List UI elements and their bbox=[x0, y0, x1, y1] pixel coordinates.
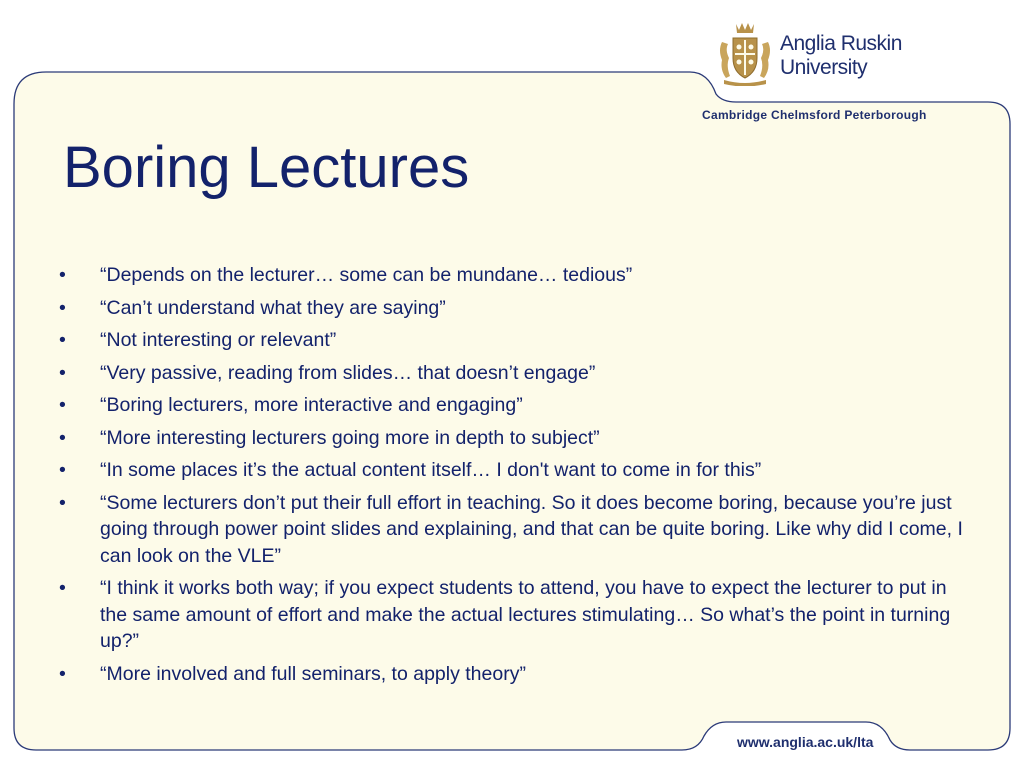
bullet-text: “I think it works both way; if you expect students to attend, you have to expect the lecturer to put in the same amount of effort and make the actual lectures stimulating… So what’s the point in turning up?” bbox=[100, 577, 951, 652]
footer-url: www.anglia.ac.uk/lta bbox=[737, 734, 874, 750]
bullet-text: “Depends on the lecturer… some can be mundane… tedious” bbox=[100, 264, 633, 286]
bullet-icon: • bbox=[59, 459, 66, 481]
bullet-item bbox=[59, 360, 964, 387]
bullet-icon: • bbox=[59, 296, 66, 319]
bullet-text: “In some places it’s the actual content itself… I don't want to come in for this” bbox=[100, 459, 762, 481]
bullet-item bbox=[59, 661, 964, 688]
bullet-icon: • bbox=[59, 394, 66, 416]
bullet-item bbox=[59, 327, 964, 354]
bullet-icon: • bbox=[59, 426, 66, 449]
bullet-item bbox=[59, 457, 964, 484]
bullet-item bbox=[59, 575, 964, 655]
bullet-icon: • bbox=[59, 577, 66, 599]
university-name bbox=[780, 32, 902, 80]
bullet-icon: • bbox=[59, 329, 66, 351]
bullet-icon: • bbox=[59, 264, 66, 286]
bullet-item bbox=[59, 425, 964, 452]
bullet-icon: • bbox=[59, 662, 66, 685]
bullet-item bbox=[59, 392, 964, 419]
slide-title: Boring Lectures bbox=[63, 135, 470, 200]
bullet-text: “More involved and full seminars, to apply theory” bbox=[100, 662, 526, 685]
bullet-item bbox=[59, 490, 964, 570]
university-logo bbox=[716, 20, 926, 90]
bullet-text: “Very passive, reading from slides… that doesn’t engage” bbox=[100, 361, 596, 384]
bullet-text: “Not interesting or relevant” bbox=[100, 329, 337, 351]
university-crest-icon bbox=[716, 20, 774, 86]
bullet-icon: • bbox=[59, 491, 66, 514]
bullet-text: “Can’t understand what they are saying” bbox=[100, 296, 446, 319]
bullet-text: “Boring lecturers, more interactive and engaging” bbox=[100, 394, 523, 416]
bullet-list bbox=[59, 262, 964, 693]
bullet-item bbox=[59, 295, 964, 322]
bullet-item bbox=[59, 262, 964, 289]
bullet-text: “Some lecturers don’t put their full effort in teaching. So it does become boring, because you’re just going through power point slides and explaining, and that can be quite boring. Like why did I come, I can look on the VLE” bbox=[100, 491, 963, 567]
bullet-icon: • bbox=[59, 361, 66, 384]
bullet-text: “More interesting lecturers going more in depth to subject” bbox=[100, 426, 600, 449]
campus-list: Cambridge Chelmsford Peterborough bbox=[702, 108, 927, 122]
university-name-line2: University bbox=[780, 56, 868, 79]
university-name-line1: Anglia Ruskin bbox=[780, 32, 902, 55]
